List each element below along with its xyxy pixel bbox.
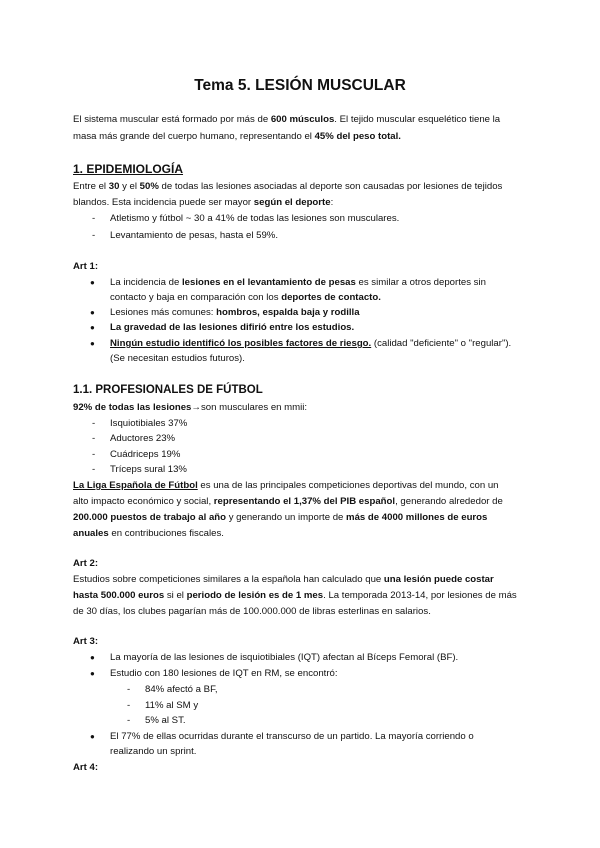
section-heading-profesionales: 1.1. PROFESIONALES DE FÚTBOL (73, 384, 263, 396)
art-1-label: Art 1: (73, 261, 99, 272)
epi-bold: según el deporte (253, 197, 331, 208)
dash-bullet: - (92, 449, 96, 460)
art1-bullet-2 (110, 307, 360, 319)
page-title: Tema 5. LESIÓN MUSCULAR (194, 77, 406, 94)
art1-text: es similar a otros deportes sin (355, 277, 486, 288)
art-2-label: Art 2: (73, 558, 99, 569)
art2-text: Estudios sobre competiciones similares a la española han calculado que (73, 574, 384, 585)
prof-bold: anuales (73, 528, 109, 539)
epi-text: blandos. Esta incidencia puede ser mayor (73, 197, 254, 208)
prof-para-line-2 (73, 496, 503, 508)
list-item: Cuádriceps 19% (110, 449, 181, 460)
prof-bold: más de 4000 millones de euros (346, 512, 488, 523)
epi-line-2 (73, 197, 333, 209)
bullet-dot: ● (90, 339, 95, 348)
art2-text: si el (164, 590, 187, 601)
art1-text: La incidencia de (110, 277, 183, 288)
art1-bullet-4 (110, 338, 511, 350)
bullet-dot: ● (90, 732, 95, 741)
bullet-dot: ● (90, 669, 95, 678)
prof-bold-underline: La Liga Española de Fútbol (73, 480, 198, 491)
prof-bold: representando el 1,37% del PIB español (213, 496, 396, 507)
intro-text: . El tejido muscular esquelético tiene la (334, 114, 501, 125)
dash-bullet: - (127, 684, 131, 695)
bullet-dot: ● (90, 308, 95, 317)
epi-text: y el (119, 181, 140, 192)
list-item: 5% al ST. (145, 715, 186, 726)
epi-line-1 (73, 181, 502, 193)
epi-text: de todas las lesiones asociadas al deporte son causadas por lesiones de tejidos (158, 181, 503, 192)
prof-text: es una de las principales competiciones deportivas del mundo, con un (197, 480, 499, 491)
art2-line-3: de 30 días, los clubes pagarían más de 100.000.000 de libras esterlinas en salarios. (73, 606, 431, 617)
dash-bullet: - (127, 715, 131, 726)
prof-para-line-3 (73, 512, 487, 524)
prof-text: , generando alrededor de (395, 496, 503, 507)
art1-bold: hombros, espalda baja y rodilla (216, 307, 360, 318)
bullet-dot: ● (90, 323, 95, 332)
list-item: 84% afectó a BF, (145, 684, 218, 695)
intro-bold-muscles: 600 músculos (270, 114, 335, 125)
list-item: Aductores 23% (110, 433, 176, 444)
list-item: 11% al SM y (145, 700, 199, 711)
dash-bullet: - (92, 464, 96, 475)
art2-bold: hasta 500.000 euros (73, 590, 165, 601)
art3-bullet-3-cont: realizando un sprint. (110, 746, 197, 757)
epi-bold: 50% (139, 181, 159, 192)
intro-bold-weight: 45% del peso total. (314, 131, 401, 142)
prof-text: →son musculares en mmii: (191, 402, 308, 413)
prof-bold: 200.000 puestos de trabajo al año (73, 512, 227, 523)
art1-bullet-4-cont: (Se necesitan estudios futuros). (110, 353, 245, 364)
art1-bullet-3: La gravedad de las lesiones difirió entre los estudios. (110, 322, 355, 333)
dash-bullet: - (92, 433, 96, 444)
intro-text: masa más grande del cuerpo humano, representando el (73, 131, 315, 142)
art1-bold: lesiones en el levantamiento de pesas (182, 277, 356, 288)
art2-bold: una lesión puede costar (383, 574, 494, 585)
art3-bullet-2: Estudio con 180 lesiones de IQT en RM, se encontró: (110, 668, 338, 679)
list-item: Tríceps sural 13% (110, 464, 187, 475)
art2-text: . La temporada 2013-14, por lesiones de más (323, 590, 517, 601)
art1-text: (calidad "deficiente" o "regular"). (371, 338, 512, 349)
list-item: Atletismo y fútbol ~ 30 a 41% de todas las lesiones son musculares. (110, 213, 400, 224)
epi-text: Entre el (73, 181, 109, 192)
art-3-label: Art 3: (73, 636, 99, 647)
list-item: Isquiotibiales 37% (110, 418, 188, 429)
dash-bullet: - (92, 213, 96, 224)
art3-bullet-1: La mayoría de las lesiones de isquiotibiales (IQT) afectan al Bíceps Femoral (BF). (110, 652, 459, 663)
art-4-label: Art 4: (73, 762, 99, 773)
art1-bold-underline: Ningún estudio identificó los posibles factores de riesgo. (110, 338, 372, 349)
intro-text: El sistema muscular está formado por más de (73, 114, 271, 125)
prof-bold: 92% de todas las lesiones (73, 402, 192, 413)
intro-line-1 (73, 114, 500, 126)
art1-bullet-1-cont (110, 292, 381, 304)
prof-text: en contribuciones fiscales. (108, 528, 224, 539)
section-heading-epidemiologia: 1. EPIDEMIOLOGÍA (73, 162, 184, 176)
art1-text: contacto y baja en comparación con los (110, 292, 282, 303)
intro-line-2 (73, 131, 401, 143)
dash-bullet: - (92, 418, 96, 429)
prof-lead (73, 402, 307, 414)
art2-line-2 (73, 590, 517, 602)
art1-bullet-1 (110, 277, 486, 289)
art2-line-1 (73, 574, 494, 586)
prof-para-line-4 (73, 528, 224, 540)
list-item: Levantamiento de pesas, hasta el 59%. (110, 230, 279, 241)
bullet-dot: ● (90, 653, 95, 662)
art1-bold: deportes de contacto. (281, 292, 381, 303)
epi-text: : (330, 197, 334, 208)
prof-text: y generando un importe de (226, 512, 347, 523)
epi-bold: 30 (108, 181, 120, 192)
art2-bold: periodo de lesión es de 1 mes (186, 590, 324, 601)
dash-bullet: - (92, 230, 96, 241)
art3-bullet-3: El 77% de ellas ocurridas durante el transcurso de un partido. La mayoría corriendo o (110, 731, 474, 742)
prof-text: alto impacto económico y social, (73, 496, 214, 507)
bullet-dot: ● (90, 278, 95, 287)
prof-para-line-1 (73, 480, 499, 492)
art1-text: Lesiones más comunes: (110, 307, 217, 318)
dash-bullet: - (127, 700, 131, 711)
